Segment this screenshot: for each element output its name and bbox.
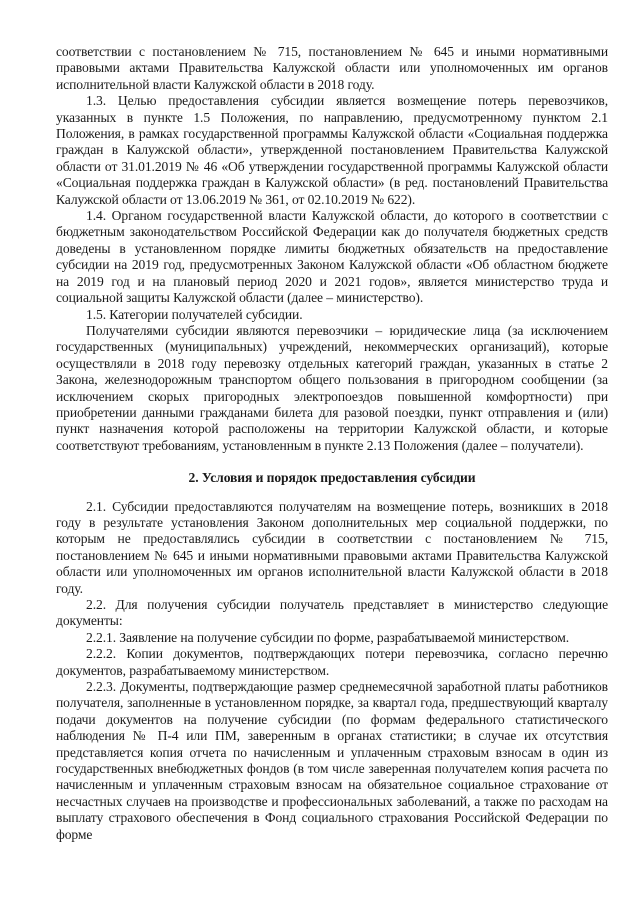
paragraph-2-2: 2.2. Для получения субсидии получатель представляет в министерство следующие документы: xyxy=(56,597,608,629)
document-page xyxy=(56,44,608,843)
paragraph-2-2-1: 2.2.1. Заявление на получение субсидии по форме, разрабатываемой министерством. xyxy=(86,629,570,645)
paragraph-2-2-2: 2.2.2. Копии документов, подтверждающих потери перевозчика, согласно перечню документов, разрабатываемому министерством. xyxy=(56,646,608,678)
paragraph-1-4: 1.4. Органом государственной власти Калужской области, до которого в соответствии с бюджетным законодательством Российской Федерации как до получателя бюджетных средств доведены в установленном порядке лимиты бюджетных обязательств на предоставление субсидии на 2019 год, предусмотренных Законом Калужской области «Об областном бюджете на 2019 год и на плановый период 2020 и 2021 годов», является министерство труда и социальной защиты Калужской области (далее – министерство). xyxy=(56,208,608,306)
paragraph-1-3: 1.3. Целью предоставления субсидии является возмещение потерь перевозчиков, указанных в пункте 1.5 Положения, по направлению, предусмотренному пунктом 2.1 Положения, в рамках государственной программы Калужской области «Социальная поддержка граждан в Калужской области», утвержденной постановлением Правительства Калужской области от 31.01.2019 № 46 «Об утверждении государственной программы Калужской области «Социальная поддержка граждан в Калужской области» (в ред. постановлений Правительства Калужской области от 13.06.2019 № 361, от 02.10.2019 № 622). xyxy=(56,93,608,207)
paragraph-1-2-end: соответствии с постановлением № 715, постановлением № 645 и иными нормативными правовыми актами Правительства Калужской области или уполномоченных им органов исполнительной власти Калужской области в 2018 году. xyxy=(56,44,608,92)
section-2-heading: 2. Условия и порядок предоставления субсидии xyxy=(188,470,476,486)
paragraph-2-1: 2.1. Субсидии предоставляются получателям на возмещение потерь, возникших в 2018 году в результате установления Законом дополнительных мер социальной поддержки, по которым не предоставлялись субсидии в соответствии с постановлением № 715, постановлением № 645 и иными нормативными правовыми актами Правительства Калужской области или уполномоченных им органов исполнительной власти Калужской области в 2018 году. xyxy=(56,498,608,596)
paragraph-2-2-3: 2.2.3. Документы, подтверждающие размер среднемесячной заработной платы работников получателя, заполненные в установленном порядке, за квартал года, предшествующий кварталу подачи документов на получение субсидии (по формам федерального статистического наблюдения № П-4 или ПМ, заверенным в органах статистики; в случае их отсутствия представляется копия отчета по начисленным и уплаченным страховым взносам в один из государственных внебюджетных фондов (в том числе заверенная получателем копия расчета по начисленным и уплаченным страховым взносам на обязательное социальное страхование от несчастных случаев на производстве и профессиональных заболеваний, а также по расходам на выплату страхового обеспечения в Фонд социального страхования Российской Федерации по форме xyxy=(56,679,608,842)
paragraph-1-5: 1.5. Категории получателей субсидии. xyxy=(86,306,303,322)
paragraph-recipients: Получателями субсидии являются перевозчики – юридические лица (за исключением государственных (муниципальных) учреждений, некоммерческих организаций), которые осуществляли в 2018 году перевозку отдельных категорий граждан, указанных в статье 2 Закона, железнодорожным транспортом общего пользования в пригородном сообщении (за исключением скорых пригородных электропоездов повышенной комфортности) при приобретении данными гражданами билета для разовой поездки, пункт отправления и (или) пункт назначения которой расположены на территории Калужской области, и которые соответствуют требованиям, установленным в пункте 2.13 Положения (далее – получатели). xyxy=(56,322,608,453)
